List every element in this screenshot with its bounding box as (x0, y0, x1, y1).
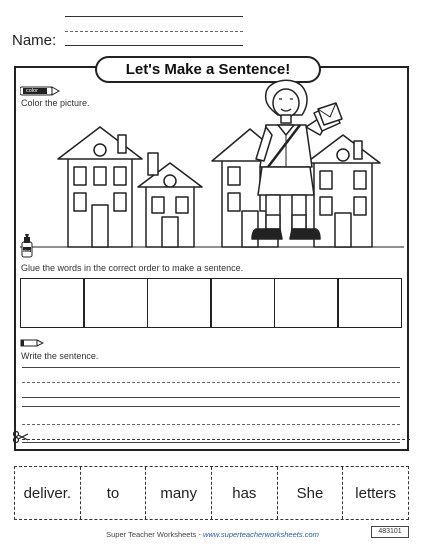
footer-url[interactable]: www.superteacherworksheets.com (202, 530, 319, 539)
glue-box-5[interactable] (274, 278, 339, 328)
writing-line-mid (22, 424, 400, 425)
name-line-top (65, 16, 243, 17)
writing-line-base (22, 442, 400, 443)
word-card[interactable]: has (212, 467, 278, 519)
writing-line-top (22, 367, 400, 368)
name-line-bottom[interactable] (65, 45, 243, 46)
word-card[interactable]: She (278, 467, 344, 519)
color-instruction: Color the picture. (21, 98, 90, 108)
writing-line-top (22, 406, 400, 407)
glue-bottle-icon (19, 234, 35, 258)
glue-label: glue (23, 248, 31, 253)
house-2-icon (138, 153, 202, 247)
glue-box-2[interactable] (83, 278, 148, 328)
writing-line-base (22, 397, 400, 398)
footer-brand: Super Teacher Worksheets (106, 530, 197, 539)
name-line-dashed (65, 31, 243, 32)
word-card[interactable]: many (146, 467, 212, 519)
word-cards (15, 467, 408, 519)
write-instruction: Write the sentence. (21, 351, 99, 361)
glue-instruction: Glue the words in the correct order to make a sentence. (21, 263, 244, 273)
scene-illustration[interactable] (16, 75, 408, 260)
word-card[interactable]: letters (355, 484, 397, 502)
cut-line (22, 439, 410, 440)
glue-box-1[interactable] (20, 278, 85, 328)
footer-separator: - (196, 530, 203, 539)
footer (0, 530, 425, 539)
worksheet-code: 483101 (371, 526, 409, 538)
glue-boxes (21, 278, 402, 328)
scissors-icon (13, 431, 29, 443)
pencil-icon (20, 338, 44, 348)
crayon-label: color (26, 88, 38, 94)
word-card[interactable]: deliver. (15, 467, 81, 519)
glue-box-4[interactable] (210, 278, 275, 328)
glue-box-6[interactable] (337, 278, 402, 328)
name-label: Name: (12, 32, 57, 49)
glue-box-3[interactable] (147, 278, 212, 328)
word-card[interactable]: to (81, 467, 147, 519)
house-1-icon (58, 127, 142, 247)
writing-line-mid (22, 382, 400, 383)
page-title: Let's Make a Sentence! (95, 56, 321, 83)
